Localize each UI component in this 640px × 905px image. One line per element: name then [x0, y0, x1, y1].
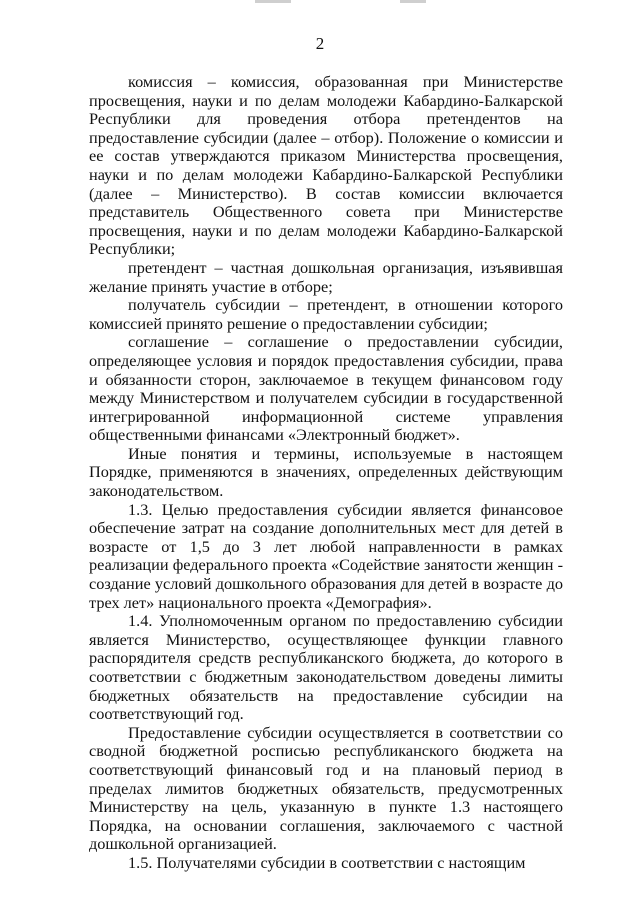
- paragraph-section-1-5: 1.5. Получателями субсидии в соответствии с настоящим: [128, 852, 526, 872]
- paragraph-section-1-4: 1.4. Уполномоченным органом по предоставлению субсидии является Министерство, осуществляющее функции главного распорядителя средств республиканского бюджета, до которого в соответствии с бюджетным законодательством доведены лимиты бюджетных обязательств на предоставление субсидии на соответствующий год.: [89, 611, 563, 724]
- paragraph-recipient-definition: получатель субсидии – претендент, в отношении которого комиссией принято решение о предоставлении субсидии;: [89, 295, 563, 333]
- scan-edge-mark: [400, 0, 426, 3]
- paragraph-subsidy-provision: Предоставление субсидии осуществляется в соответствии со сводной бюджетной росписью республиканского бюджета на соответствующий финансовый год и на плановый период в пределах лимитов бюджетных обязательств, предусмотренных Министерству на цель, указанную в пункте 1.3 настоящего Порядка, на основании соглашения, заключаемого с частной дошкольной организацией.: [89, 722, 563, 854]
- document-body: [89, 73, 563, 873]
- paragraph-other-terms: Иные понятия и термины, используемые в настоящем Порядке, применяются в значениях, определенных действующим законодательством.: [89, 443, 563, 501]
- paragraph-section-1-3: 1.3. Целью предоставления субсидии является финансовое обеспечение затрат на создание дополнительных мест для детей в возрасте от 1,5 до 3 лет любой направленности в рамках реализации федерального проекта «Содействие занятости женщин - создание условий дошкольного образования для детей в возрасте до трех лет» национального проекта «Демография».: [89, 499, 563, 612]
- paragraph-agreement-definition: соглашение – соглашение о предоставлении субсидии, определяющее условия и порядок предоставления субсидии, права и обязанности сторон, заключаемое в текущем финансовом году между Министерством и получателем субсидии в государственной интегрированной информационной системе управления общественными финансами «Электронный бюджет».: [89, 332, 563, 445]
- paragraph-commission-definition: комиссия – комиссия, образованная при Министерстве просвещения, науки и по делам молодежи Кабардино-Балкарской Республики для проведения отбора претендентов на предоставление субсидии (далее – отбор). Положение о комиссии и ее состав утверждаются приказом Министерства просвещения, науки и по делам молодежи Кабардино-Балкарской Республики (далее – Министерство). В состав комиссии включается представитель Общественного совета при Министерстве просвещения, науки и по делам молодежи Кабардино-Балкарской Республики;: [89, 72, 563, 259]
- paragraph-applicant-definition: претендент – частная дошкольная организация, изъявившая желание принять участие в отборе;: [89, 257, 563, 296]
- page-number: 2: [315, 34, 325, 53]
- scan-edge-mark: [255, 0, 291, 3]
